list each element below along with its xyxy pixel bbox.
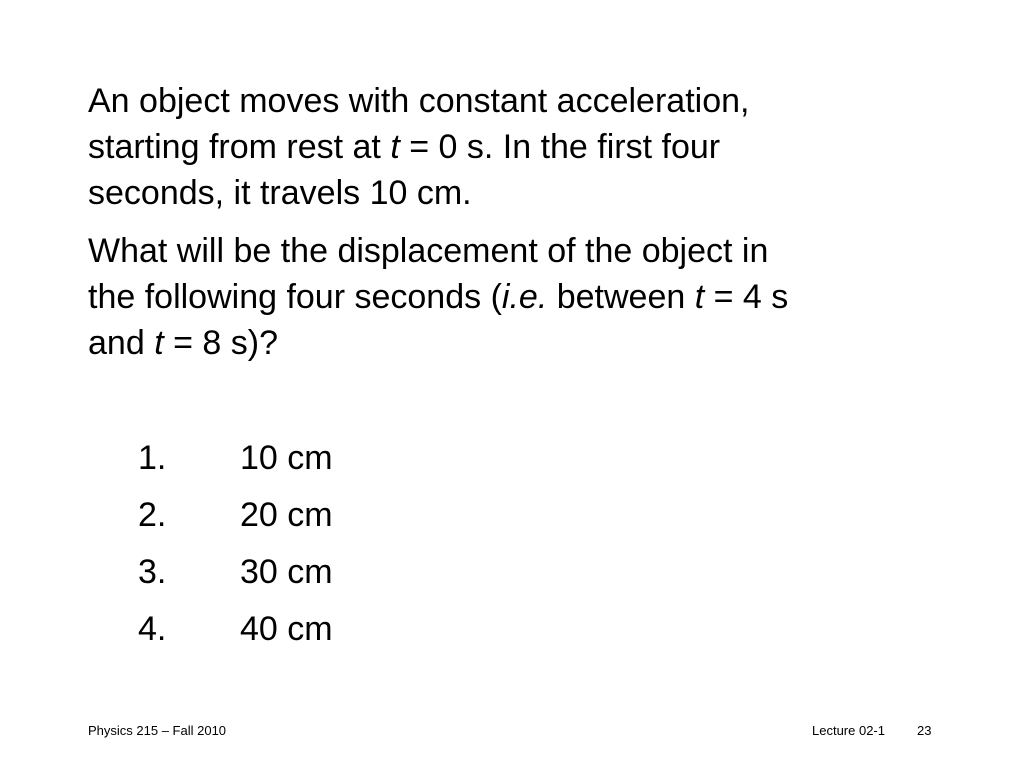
question-prompt-paragraph [88, 228, 948, 366]
text-run: starting from rest at [88, 128, 391, 166]
choice-number: 1. [138, 439, 167, 477]
text-run: the following four seconds ( [88, 278, 502, 316]
choice-number: 2. [138, 496, 167, 534]
question-line: An object moves with constant acceleration, [88, 82, 750, 120]
question-line [88, 320, 948, 366]
variable-t: t [154, 324, 164, 362]
choice-text: 40 cm [240, 610, 333, 648]
variable-t: t [390, 128, 400, 166]
choice-text: 30 cm [240, 553, 333, 591]
answer-choice [138, 492, 333, 549]
text-run: = 0 s. In the first four [399, 128, 721, 166]
answer-choices-list [138, 435, 333, 663]
question-line [88, 274, 948, 320]
question-line: What will be the displacement of the object in [88, 232, 769, 270]
ie-abbreviation: i.e. [501, 278, 548, 316]
text-run: between [547, 278, 695, 316]
question-line [88, 124, 948, 170]
answer-choice [138, 606, 333, 663]
text-run: and [88, 324, 155, 362]
footer-lecture: Lecture 02-1 [812, 723, 885, 738]
answer-choice [138, 549, 333, 606]
text-run: = 8 s)? [163, 324, 278, 362]
question-line: seconds, it travels 10 cm. [88, 174, 472, 212]
choice-text: 20 cm [240, 496, 333, 534]
variable-t: t [694, 278, 705, 316]
answer-choice [138, 435, 333, 492]
question-setup-paragraph [88, 78, 948, 216]
choice-number: 4. [138, 610, 167, 648]
footer-course: Physics 215 – Fall 2010 [88, 723, 227, 738]
choice-number: 3. [138, 553, 167, 591]
footer-page-number: 23 [917, 723, 932, 738]
choice-text: 10 cm [240, 439, 333, 477]
text-run: = 4 s [704, 278, 789, 316]
